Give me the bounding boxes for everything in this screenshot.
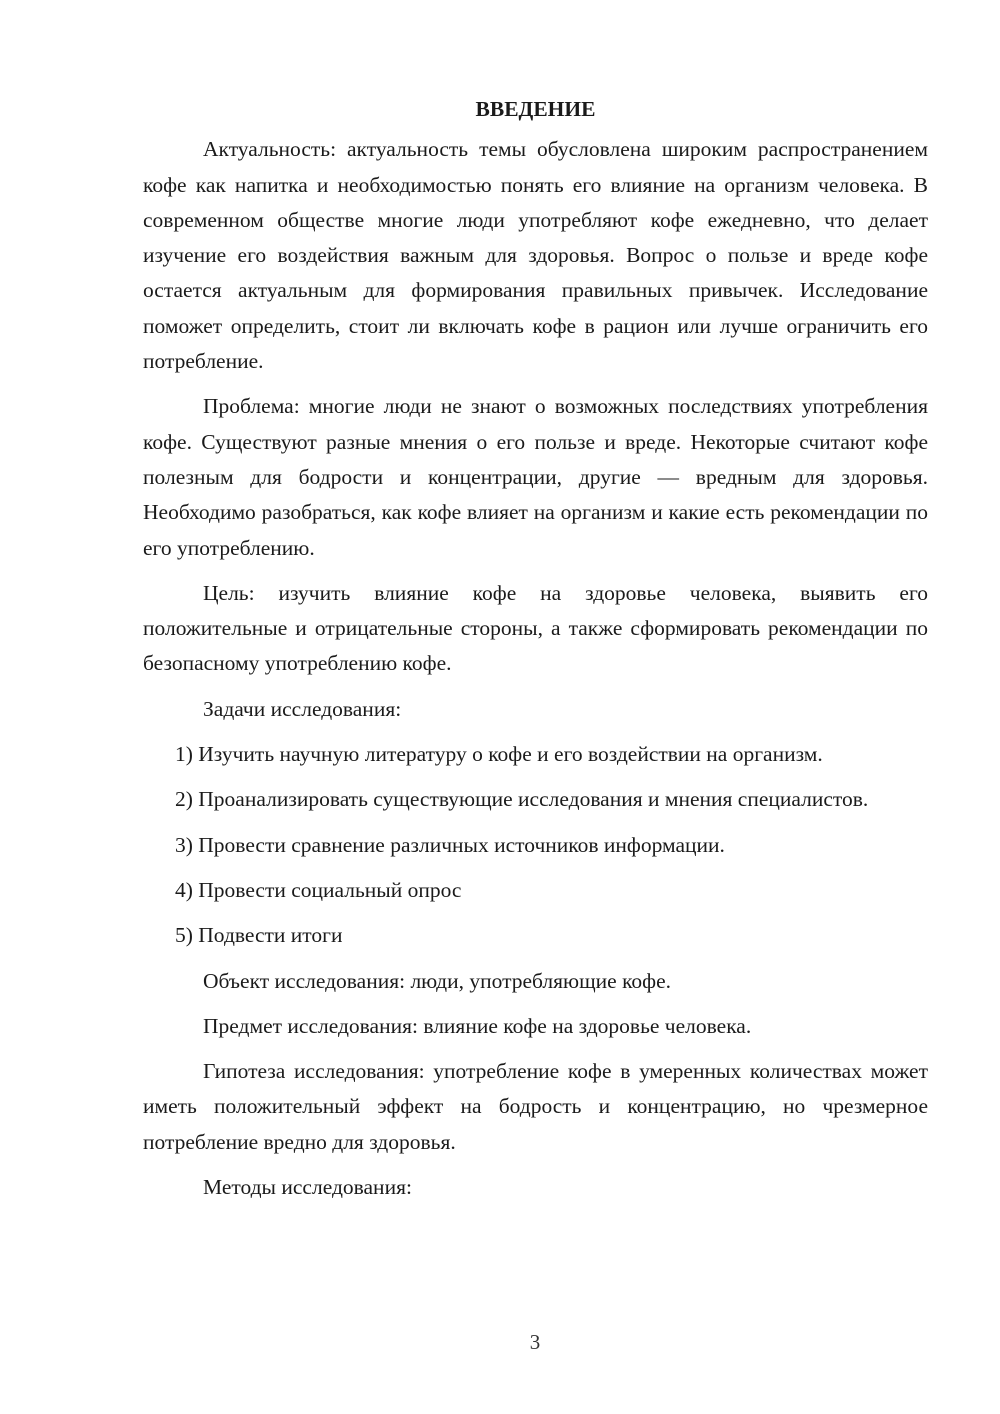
task-item-1: 1) Изучить научную литературу о кофе и его воздействии на организм. [175,742,823,767]
page-number: 3 [529,1330,541,1354]
problem-paragraph: Проблема: многие люди не знают о возможных последствиях употребления кофе. Существуют разные мнения о его пользе и вреде. Некоторые считают кофе полезным для бодрости и концентрации, другие — вредным для здоровья. Необходимо разобраться, как кофе влияет на организм и какие есть рекомендации по его употреблению. [143,394,928,560]
task-item-5: 5) Подвести итоги [175,923,343,948]
research-object: Объект исследования: люди, употребляющие кофе. [203,968,672,993]
section-title: ВВЕДЕНИЕ [475,97,596,121]
research-subject: Предмет исследования: влияние кофе на здоровье человека. [203,1013,752,1038]
relevance-paragraph: Актуальность: актуальность темы обусловлена широким распространением кофе как напитка и необходимостью понять его влияние на организм человека. В современном обществе многие люди употребляют кофе ежедневно, что делает изучение его воздействия важным для здоровья. Вопрос о пользе и вреде кофе остается актуальным для формирования правильных привычек. Исследование поможет определить, стоит ли включать кофе в рацион или лучше ограничить его потребление. [143,137,928,374]
goal-paragraph: Цель: изучить влияние кофе на здоровье человека, выявить его положительные и отрицательные стороны, а также сформировать рекомендации по безопасному употреблению кофе. [143,580,928,676]
task-item-4: 4) Провести социальный опрос [175,877,462,902]
document-page [143,92,928,1215]
hypothesis-paragraph: Гипотеза исследования: употребление кофе в умеренных количествах может иметь положительный эффект на бодрость и концентрацию, но чрезмерное потребление вредно для здоровья. [143,1059,928,1154]
methods-heading: Методы исследования: [203,1175,412,1200]
task-item-2: 2) Проанализировать существующие исследования и мнения специалистов. [175,787,869,812]
tasks-heading: Задачи исследования: [203,696,402,721]
task-item-3: 3) Провести сравнение различных источников информации. [175,832,725,857]
tasks-list [143,737,928,953]
